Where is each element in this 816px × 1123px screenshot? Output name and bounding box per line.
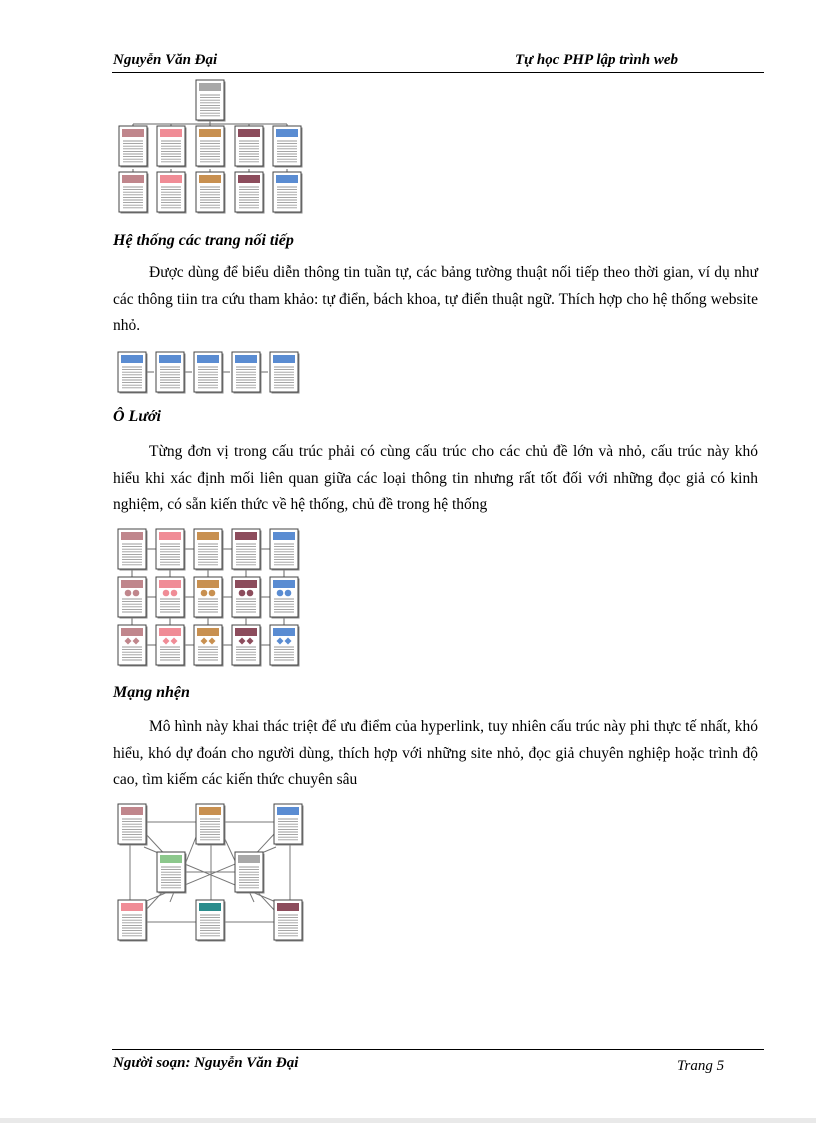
hierarchy-diagram bbox=[110, 76, 310, 218]
page-icon bbox=[118, 804, 148, 846]
paragraph-grid: Từng đơn vị trong cấu trúc phải có cùng cấu trúc cho các chủ đề lớn và nhỏ, cấu trúc này khó hiểu khi xác định mối liên quan giữa các loại thông tin nhưng rất tốt đối với những đọc giả có kinh nghiệm, có sẵn kiến thức về hệ thống, chủ đề trong hệ thống bbox=[113, 443, 758, 513]
page-icon bbox=[196, 126, 226, 168]
sequential-diagram bbox=[114, 350, 304, 394]
page-icon bbox=[156, 529, 186, 571]
home-page-icon bbox=[196, 80, 226, 122]
header-title: Tự học PHP lập trình web bbox=[515, 52, 679, 68]
page-icon bbox=[196, 900, 226, 942]
page-icon bbox=[232, 577, 262, 619]
page-icon bbox=[194, 529, 224, 571]
heading-grid: Ô Lưới bbox=[113, 408, 161, 425]
page-icon bbox=[194, 352, 224, 394]
web-diagram bbox=[114, 802, 306, 942]
page-icon bbox=[232, 352, 262, 394]
page-icon bbox=[194, 577, 224, 619]
page-icon bbox=[270, 577, 300, 619]
heading-web: Mạng nhện bbox=[113, 684, 190, 701]
page-icon bbox=[118, 900, 148, 942]
page-icon bbox=[235, 172, 265, 214]
page-icon bbox=[273, 172, 303, 214]
page-icon bbox=[274, 804, 304, 846]
paragraph-sequential: Được dùng để biểu diễn thông tin tuần tự, các bảng tường thuật nối tiếp theo thời gian, ví dụ như các thông tiin tra cứu tham khảo: tự điển, bách khoa, tự điển thuật ngữ. Thích hợp cho hệ thống website nhỏ. bbox=[113, 264, 758, 334]
page-icon bbox=[157, 126, 187, 168]
page-icon bbox=[119, 126, 149, 168]
header-author: Nguyễn Văn Đại bbox=[113, 52, 218, 68]
page-icon bbox=[270, 529, 300, 571]
page-icon bbox=[118, 352, 148, 394]
heading-sequential: Hệ thống các trang nối tiếp bbox=[113, 232, 294, 249]
page-icon bbox=[157, 172, 187, 214]
page-icon bbox=[118, 529, 148, 571]
page-edge bbox=[0, 1118, 816, 1123]
page-icon bbox=[118, 625, 148, 667]
page-icon bbox=[156, 352, 186, 394]
page-icon bbox=[194, 625, 224, 667]
page-icon bbox=[119, 172, 149, 214]
page-icon bbox=[156, 577, 186, 619]
page-icon bbox=[273, 126, 303, 168]
page-icon bbox=[196, 172, 226, 214]
paragraph-web: Mô hình này khai thác triệt để ưu điểm của hyperlink, tuy nhiên cấu trúc này phi thực tế nhất, khó hiểu, khó dự đoán cho người dùng, thích hợp với những site nhỏ, đọc giả chuyên nghiệp hoặc trình độ cao, tìm kiếm các kiến thức chuyên sâu bbox=[113, 718, 758, 788]
header-rule bbox=[112, 72, 764, 73]
page-number: Trang 5 bbox=[677, 1058, 725, 1074]
page-icon bbox=[196, 804, 226, 846]
page-icon bbox=[157, 852, 187, 894]
page-icon bbox=[232, 625, 262, 667]
page-icon bbox=[156, 625, 186, 667]
footer-author: Người soạn: Nguyễn Văn Đại bbox=[113, 1055, 299, 1071]
page-icon bbox=[232, 529, 262, 571]
page-icon bbox=[270, 625, 300, 667]
page-icon bbox=[235, 126, 265, 168]
page-icon bbox=[235, 852, 265, 894]
page-icon bbox=[274, 900, 304, 942]
page-icon bbox=[270, 352, 300, 394]
page-icon bbox=[118, 577, 148, 619]
grid-diagram bbox=[114, 527, 306, 667]
footer-rule bbox=[112, 1049, 764, 1050]
